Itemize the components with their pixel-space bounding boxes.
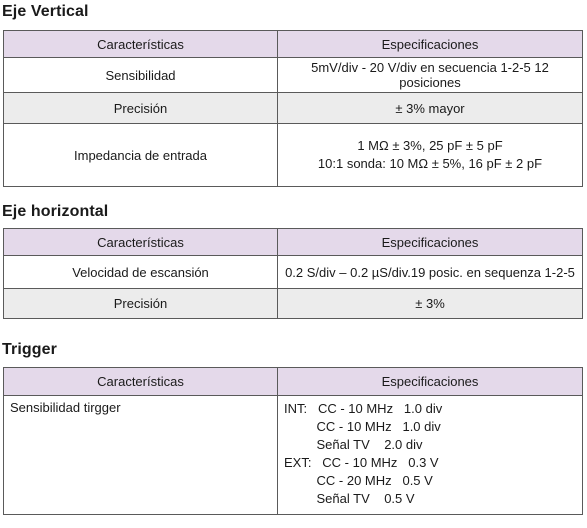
header-characteristics: Características (4, 31, 278, 58)
section-title-horizontal: Eje horizontal (2, 203, 109, 220)
table-header-row (4, 31, 583, 58)
row-label: Impedancia de entrada (4, 124, 278, 187)
trigger-spec-line: CC - 20 MHz 0.5 V (284, 473, 433, 488)
header-characteristics: Características (4, 229, 278, 256)
header-specifications: Especificaciones (278, 31, 583, 58)
table-row (4, 289, 583, 319)
trigger-spec-line: Señal TV 2.0 div (284, 437, 423, 452)
table-row (4, 256, 583, 289)
row-value: 5mV/div - 20 V/div en secuencia 1-2-5 12 posiciones (278, 58, 583, 93)
table-row (4, 93, 583, 124)
section-title-vertical: Eje Vertical (2, 3, 89, 20)
header-characteristics: Características (4, 368, 278, 396)
table-header-row (4, 368, 583, 396)
trigger-spec-line: CC - 10 MHz 1.0 div (284, 419, 441, 434)
row-value (278, 396, 583, 515)
table-row (4, 124, 583, 187)
row-value: ± 3% mayor (278, 93, 583, 124)
row-value (278, 124, 583, 187)
row-label: Sensibilidad tirgger (4, 396, 278, 515)
section-title-trigger: Trigger (2, 341, 57, 358)
table-row (4, 58, 583, 93)
row-label: Sensibilidad (4, 58, 278, 93)
trigger-spec-line: Señal TV 0.5 V (284, 491, 415, 506)
table-row (4, 396, 583, 515)
vertical-spec-table (3, 30, 583, 187)
row-label: Precisión (4, 93, 278, 124)
trigger-spec-line: INT: CC - 10 MHz 1.0 div (284, 401, 443, 416)
row-value-line: 10:1 sonda: 10 MΩ ± 5%, 16 pF ± 2 pF (317, 156, 543, 171)
trigger-spec-table (3, 367, 583, 515)
table-header-row (4, 229, 583, 256)
header-specifications: Especificaciones (278, 229, 583, 256)
header-specifications: Especificaciones (278, 368, 583, 396)
row-value: 0.2 S/div – 0.2 µS/div.19 posic. en sequenza 1-2-5 (278, 256, 583, 289)
row-label: Precisión (4, 289, 278, 319)
row-value: ± 3% (278, 289, 583, 319)
trigger-spec-line: EXT: CC - 10 MHz 0.3 V (284, 455, 439, 470)
row-value-line: 1 MΩ ± 3%, 25 pF ± 5 pF (357, 138, 503, 153)
row-label: Velocidad de escansión (4, 256, 278, 289)
horizontal-spec-table (3, 228, 583, 319)
